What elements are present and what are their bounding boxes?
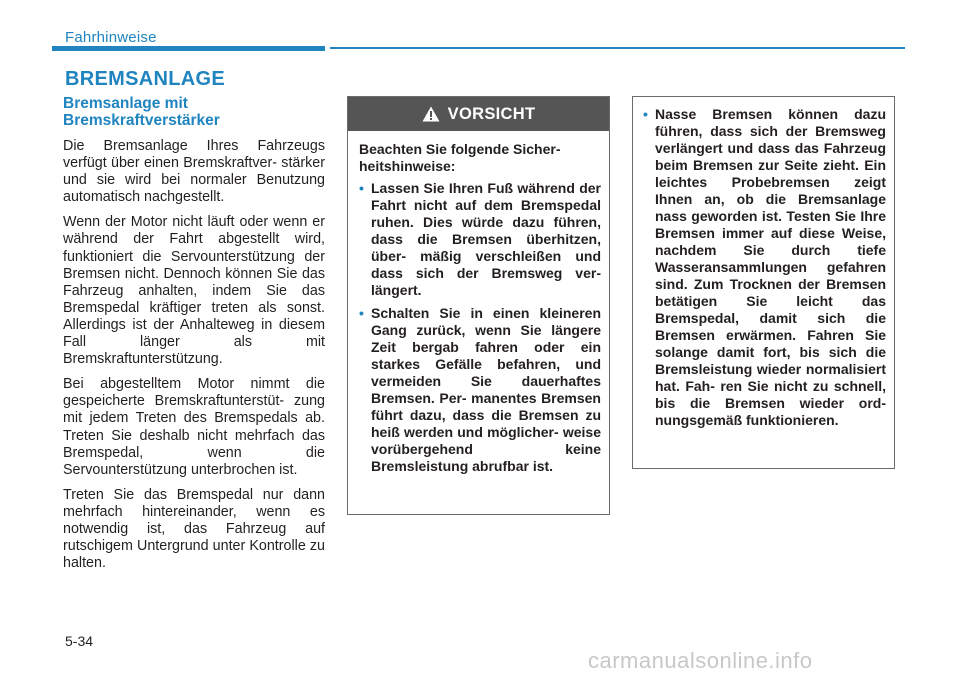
caution-title: VORSICHT <box>447 104 536 123</box>
continuation-bullet-text: Nasse Bremsen können dazu führen, dass sich der Bremsweg verlängert und dass das Fahrzeug beim Bremsen zur Seite zieht. Ein leichtes Probebremsen zeigt Ihnen an, ob die Bremsanlage nass geworden ist. Testen Sie Ihre Bremsen immer auf diese Weise, nachdem Sie durch tiefe Wasseransammlungen gefahren sind. Zum Trocknen der Bremsen betätigen Sie leicht das Bremspedal, damit sich die Bremsen erwärmen. Fahren Sie solange damit fort, bis sich die Bremsleistung wieder normalisiert hat. Fah- ren Sie nicht zu schnell, bis die Bremsen wieder ord- nungsgemäß funktionieren. <box>655 106 886 428</box>
header-rule-thin <box>330 47 905 49</box>
bullet-dot-icon: • <box>643 106 648 122</box>
paragraph: Treten Sie das Bremspedal nur dann mehrfach hintereinander, wenn es notwendig ist, das Fahrzeug auf rutschigem Untergrund unter Kontrolle zu halten. <box>63 486 325 572</box>
warning-triangle-icon <box>422 106 440 122</box>
paragraph: Bei abgestelltem Motor nimmt die gespeicherte Bremskraftunterstüt- zung mit jedem Treten des Bremspedals ab. Treten Sie deshalb nicht mehrfach das Bremspedal, wenn die Servounterstützung unterbrochen ist. <box>63 376 325 478</box>
header-rule-thick <box>52 46 325 51</box>
main-heading: BREMSANLAGE <box>65 68 225 90</box>
caution-bullet-text: Lassen Sie Ihren Fuß während der Fahrt nicht auf dem Bremspedal ruhen. Dies würde dazu führen, dass die Bremsen überhitzen, über- mäßig verschleißen und dass sich der Bremsweg ver- längert. <box>371 180 601 298</box>
caution-bullet-text: Schalten Sie in einen kleineren Gang zurück, wenn Sie längere Zeit bergab fahren oder ein starkes Gefälle befahren, und vermeiden Sie dauerhaftes Bremsen. Per- manentes Bremsen führt dazu, dass die Bremsen zu heiß werden und möglicher- weise vorübergehend keine Bremsleistung abrufbar ist. <box>371 305 601 474</box>
caution-bullet <box>359 305 601 475</box>
caution-header <box>348 97 609 131</box>
text-column <box>63 95 325 580</box>
paragraph: Die Bremsanlage Ihres Fahrzeugs verfügt über einen Bremskraftver- stärker und sie wird bei normaler Benutzung automatisch nachgestellt. <box>63 138 325 206</box>
caution-body <box>348 131 609 475</box>
continuation-bullet <box>643 106 886 429</box>
continuation-body <box>633 97 894 429</box>
page-number: 5-34 <box>65 633 94 649</box>
caution-bullet <box>359 180 601 299</box>
caution-box <box>347 96 610 515</box>
section-label: Fahrhinweise <box>65 29 157 46</box>
sub-heading: Bremsanlage mit Bremskraftverstärker <box>63 95 220 129</box>
bullet-dot-icon: • <box>359 180 364 196</box>
caution-intro: Beachten Sie folgende Sicher- heitshinweise: <box>359 141 561 174</box>
caution-continuation-box <box>632 96 895 469</box>
watermark: carmanualsonline.info <box>588 648 813 673</box>
paragraph: Wenn der Motor nicht läuft oder wenn er während der Fahrt abgestellt wird, funktioniert die Servounterstützung der Bremsen nicht. Dennoch können Sie das Fahrzeug anhalten, indem Sie das Bremspedal kräftiger treten als sonst. Allerdings ist der Anhalteweg in diesem Fall länger als mit Bremskraftunterstützung. <box>63 214 325 368</box>
bullet-dot-icon: • <box>359 305 364 321</box>
